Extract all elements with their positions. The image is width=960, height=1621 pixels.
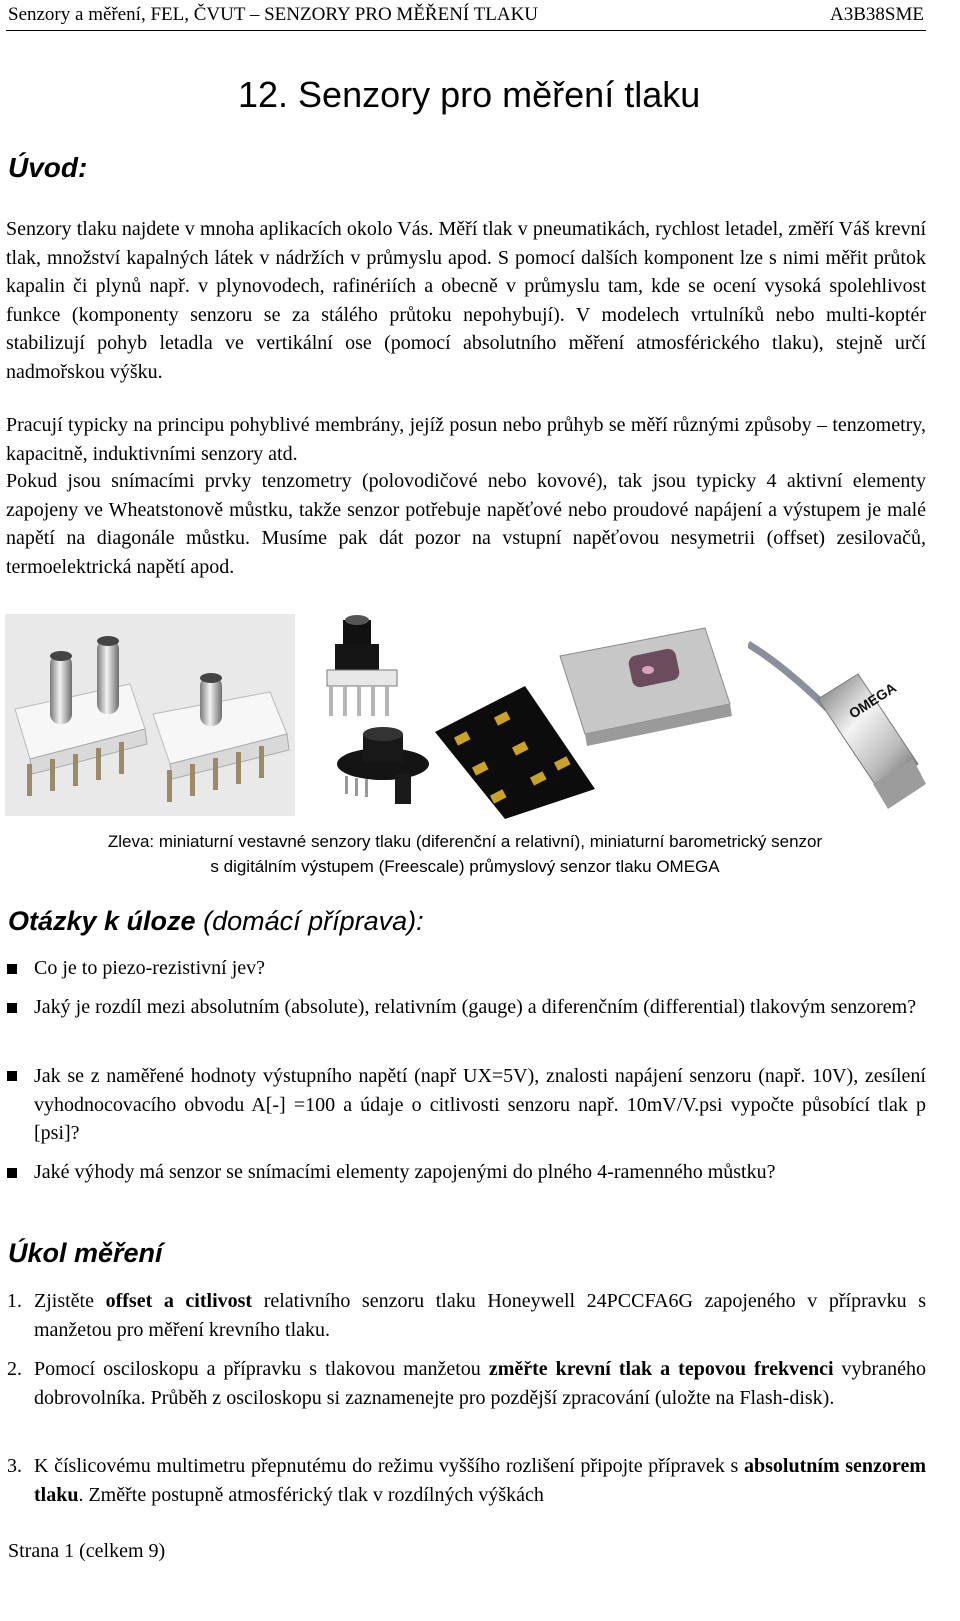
task-item-text: Pomocí osciloskopu a přípravku s tlakovou manžetou — [34, 1358, 489, 1380]
questions-heading — [8, 906, 424, 937]
header-divider — [6, 30, 926, 31]
square-bullet-icon — [7, 964, 17, 974]
task-item — [34, 1287, 926, 1344]
intro-paragraph: Senzory tlaku najdete v mnoha aplikacích okolo Vás. Měří tlak v pneumatikách, rychlost letadel, změří Váš krevní tlak, množství kapalných látek v nádržích v průmyslu apod. S pomocí dalších komponent lze s nimi měřit průtok kapalin či plynů např. v plynovodech, rafinériích a obecně v průmyslu tam, kde se ocení vysoká spolehlivost funkce (komponenty senzoru se za stálého průtoku nepohybují). V modelech vrtulníků nebo multi-koptér stabilizují pohyb letadla ve vertikální ose (pomocí absolutního měření atmosférického tlaku), stejně určí nadmořskou výšku. — [6, 218, 926, 383]
question-item: Jak se z naměřené hodnoty výstupního napětí (např UX=5V), znalosti napájení senzoru (např. 10V), zesílení vyhodnocovacího obvodu A[-] =100 a údaje o citlivosti senzoru např. 10mV/V.psi vypočte působící tlak p [psi]? — [34, 1065, 926, 1144]
task-item-text: vybraného dobrovolníka. Průběh z osciloskopu si zaznamenejte pro pozdější zpracování (uložte na Flash-disk). — [34, 1358, 926, 1409]
square-bullet-icon — [7, 1003, 17, 1013]
task-heading-text: Úkol měření — [8, 1238, 163, 1268]
barometric-sensors-photo — [305, 614, 745, 819]
strain-gauge-paragraph: Pokud jsou snímacími prvky tenzometry (polovodičové nebo kovové), tak jsou typicky 4 aktivní elementy zapojeny ve Wheatstonově můstku, takže senzor potřebuje napěťové nebo proudové napájení a výstupem je malé napětí na diagonále můstku. Musíme pak dát pozor na vstupní napěťovou nesymetrii (offset) zesilovačů, termoelektrická napětí apod. — [6, 470, 926, 578]
figure-caption — [10, 829, 920, 879]
figure-caption-line-1: Zleva: miniaturní vestavné senzory tlaku (diferenční a relativní), miniaturní barometrický senzor — [107, 832, 823, 851]
task-item — [34, 1355, 926, 1412]
task-item-number: 3. — [7, 1455, 22, 1477]
intro-heading: Úvod: — [8, 152, 88, 183]
task-item-number: 2. — [7, 1358, 22, 1380]
figure-caption-line-2: s digitálním výstupem (Freescale) průmyslový senzor tlaku OMEGA — [210, 857, 720, 876]
page-header — [8, 4, 924, 26]
page-footer: Strana 1 (celkem 9) — [8, 1540, 166, 1562]
task-heading — [8, 1238, 163, 1269]
question-item: Jaké výhody má senzor se snímacími elementy zapojenými do plného 4-ramenného můstku? — [34, 1161, 776, 1183]
square-bullet-icon — [7, 1071, 17, 1081]
task-item-emphasis: absolutním senzorem tlaku — [34, 1455, 926, 1506]
questions-heading-bold: Otázky k úloze — [8, 906, 196, 936]
header-course-code: A3B38SME — [830, 4, 924, 25]
industrial-sensor-omega-photo — [748, 614, 926, 819]
omega-brand-label: OMEGA — [845, 679, 899, 722]
question-item: Co je to piezo-rezistivní jev? — [34, 957, 266, 979]
task-item-text: . Změřte postupně atmosférický tlak v rozdílných výškách — [78, 1483, 544, 1506]
questions-heading-rest: (domácí příprava): — [195, 906, 424, 936]
header-course-title: Senzory a měření, FEL, ČVUT – SENZORY PRO MĚŘENÍ TLAKU — [8, 4, 539, 25]
task-item-number: 1. — [7, 1290, 22, 1312]
embedded-pressure-sensors-photo — [5, 614, 295, 816]
task-item-emphasis: změřte krevní tlak a tepovou frekvenci — [488, 1358, 834, 1380]
task-item-text: K číslicovému multimetru přepnutému do režimu vyššího rozlišení připojte přípravek s — [34, 1455, 745, 1477]
task-item-text: Zjistěte — [34, 1290, 106, 1312]
task-item — [34, 1452, 926, 1509]
task-item-emphasis: offset a citlivost — [105, 1290, 253, 1312]
page-title: 12. Senzory pro měření tlaku — [238, 74, 701, 115]
principle-paragraph: Pracují typicky na principu pohyblivé membrány, jejíž posun nebo průhyb se měří různými způsoby – tenzometry, kapacitně, induktivními senzory atd. — [6, 414, 926, 465]
question-item: Jaký je rozdíl mezi absolutním (absolute), relativním (gauge) a diferenčním (differential) tlakovým senzorem? — [34, 996, 917, 1018]
square-bullet-icon — [7, 1168, 17, 1178]
task-item-text: relativního senzoru tlaku Honeywell 24PCCFA6G zapojeného v přípravku s manžetou pro měření krevního tlaku. — [34, 1290, 927, 1341]
